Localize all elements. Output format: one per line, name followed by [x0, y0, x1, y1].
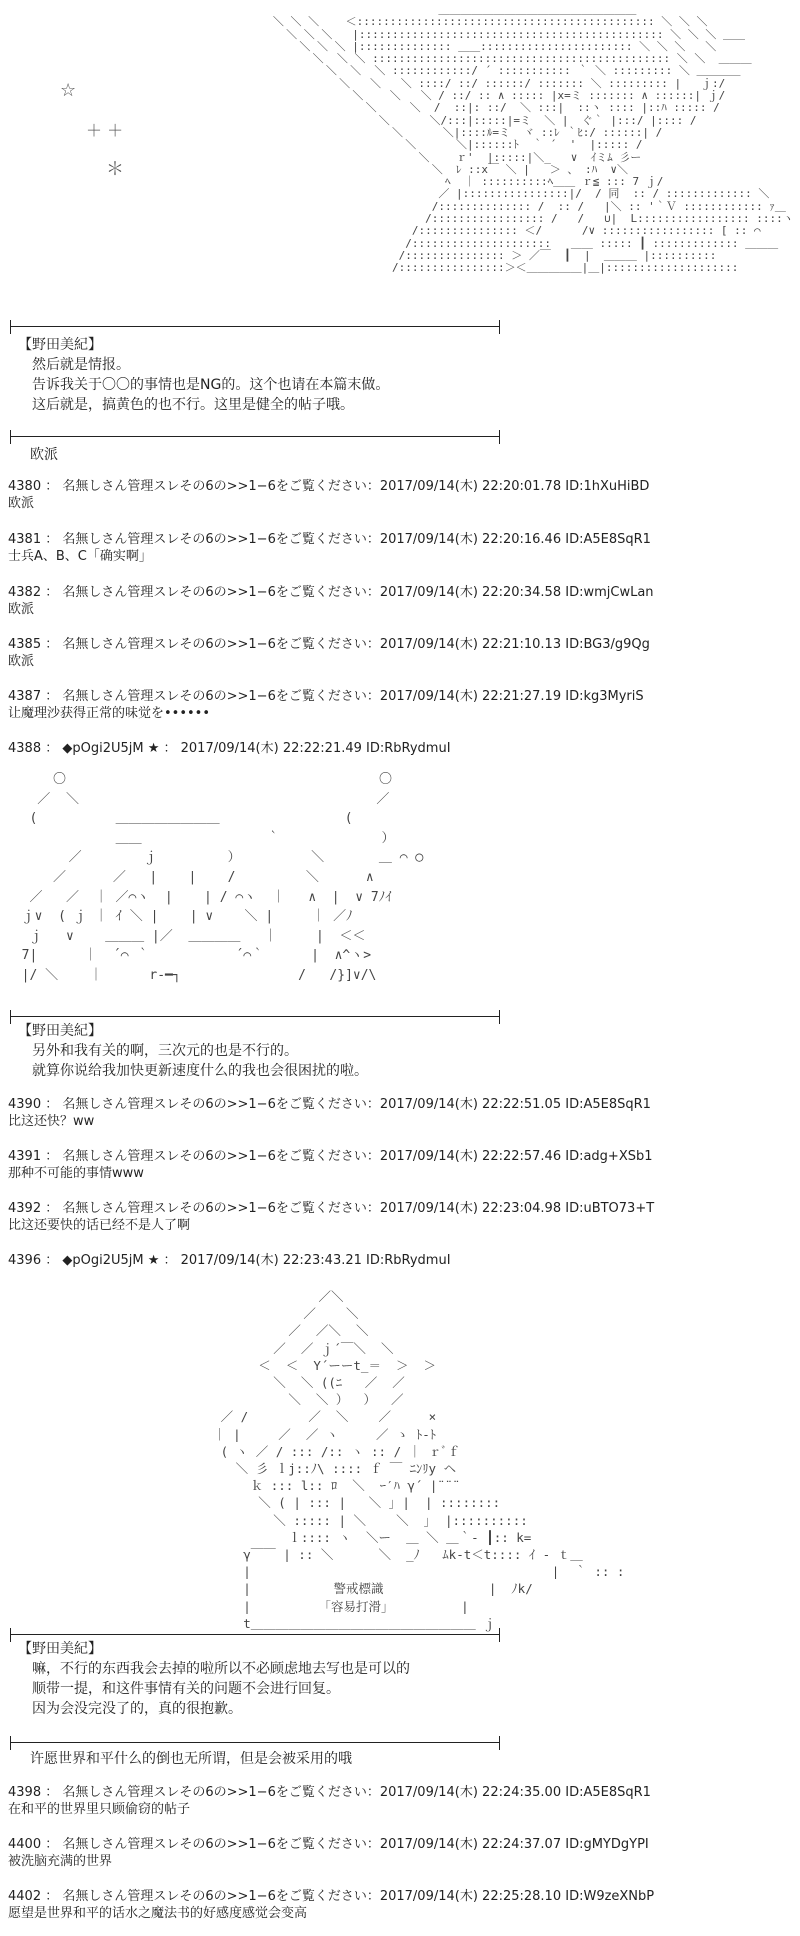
speaker-name: 【野田美紀】: [18, 1023, 102, 1039]
post-message: 那种不可能的事情www: [8, 1166, 144, 1181]
post-header: 4398 ： 名無しさん管理スレその6の>>1−6をご覧ください：2017/09/14(木) 22:24:35.00 ID:A5E8SqR1: [8, 1785, 651, 1800]
post: [8, 1836, 649, 1870]
post-message: 比这还要快的话已经不是人了啊: [8, 1218, 191, 1233]
star-decoration: ☆: [60, 80, 77, 101]
post-message: 比这还快？ww: [8, 1114, 95, 1129]
post-header: 4392 ： 名無しさん管理スレその6の>>1−6をご覧ください：2017/09/14(木) 22:23:04.98 ID:uBTO73+T: [8, 1201, 655, 1216]
dialog-line: 嘛，不行的东西我会去掉的啦所以不必顾虑地去写也是可以的: [32, 1661, 410, 1677]
post: [8, 1096, 651, 1130]
asterisk-decoration: ＊: [106, 159, 124, 180]
post-message: 愿望是世界和平的话水之魔法书的好感度感觉会变高: [8, 1906, 308, 1921]
post-header: 4402 ： 名無しさん管理スレその6の>>1−6をご覧ください：2017/09/14(木) 22:25:28.10 ID:W9zeXNbP: [8, 1889, 655, 1904]
dialog-line: 告诉我关于〇〇的事情也是NG的。这个也请在本篇末做。: [32, 377, 390, 393]
post: [8, 636, 650, 670]
post-message: 欧派: [8, 496, 35, 511]
post: [8, 1200, 654, 1234]
post-header: 4387 ： 名無しさん管理スレその6の>>1−6をご覧ください：2017/09/14(木) 22:21:27.19 ID:kg3MyriS: [8, 689, 644, 704]
divider: [10, 320, 500, 334]
post: [8, 688, 644, 722]
post: [8, 478, 649, 512]
dialog-line: 这后就是，搞黄色的也不行。这里是健全的帖子哦。: [32, 397, 354, 413]
post-header: 4382 ： 名無しさん管理スレその6の>>1−6をご覧ください：2017/09/14(木) 22:20:34.58 ID:wmjCwLan: [8, 585, 654, 600]
post-header: 4381 ： 名無しさん管理スレその6の>>1−6をご覧ください：2017/09/14(木) 22:20:16.46 ID:A5E8SqR1: [8, 532, 651, 547]
post: [8, 1888, 654, 1922]
post-message: 欧派: [8, 654, 35, 669]
post: [8, 1148, 653, 1182]
dialog-line: 因为会没完没了的，真的很抱歉。: [32, 1701, 242, 1717]
plus-decoration: ＋ ＋: [86, 121, 124, 140]
post: [8, 584, 654, 618]
speaker-name: 【野田美紀】: [18, 337, 102, 353]
speaker-name: 【野田美紀】: [18, 1641, 102, 1657]
dialog-line: 另外和我有关的啊，三次元的也是不行的。: [32, 1043, 298, 1059]
post-header: 4385 ： 名無しさん管理スレその6の>>1−6をご覧ください：2017/09/14(木) 22:21:10.13 ID:BG3/g9Qg: [8, 637, 650, 652]
post-header: 4391 ： 名無しさん管理スレその6の>>1−6をご覧ください：2017/09/14(木) 22:22:57.46 ID:adg+XSb1: [8, 1149, 653, 1164]
dialog-line: 顺带一提，和这件事情有关的问题不会进行回复。: [32, 1681, 340, 1697]
ascii-art-girl-bun: 〇 〇 ／ ＼ ／ ( ＿＿＿＿＿＿＿＿ ( ＿＿ ｀ ） ／ ｊ ） ＼ ＿ ⌒ ◯ ／ ／ | | / ＼ ∧ ／ ／ ｜ ／⌒ヽ | | / ⌒ヽ ｜ ∧ | ∨ 7ﾉｲ ｊ∨ ( ｊ ｜ ｲ ＼ | | ∨ ＼ | ｜ ／ﾉ ｊ ∨ ＿＿＿ |／ ＿＿＿＿ ｜ | ＜＜ 7| ｜ ´⌒ ｀ ´⌒｀ | ∧^ヽ> |/ ＼ ｜ r‐━┐ / /}]∨/\: [21, 772, 424, 983]
post-message: 在和平的世界里只顾偷窃的帖子: [8, 1802, 191, 1817]
post-message: 士兵A、B、C「确实啊」: [8, 549, 152, 564]
ascii-art-girl-top: ＿＿＿＿＿＿＿＿＿＿＿＿＿＿＿＿＿＿ ＼ ＼ ＼ ＜::::::::::::::::::::::::::::::::::::::::::::: ＼ ＼ ＼ ＼ ＼ ＼ |:::::::::::::::::::::::::::::::::::::::::::::: ＼ ＼ ＼ ＿＿ ＼ ＼ ＼ |:::::::::::::: ＿＿::::::::::::::::::::::: ＼ ＼ ＼ ＼ ＼ ＼ ＼ ::::::::::::::::::::::::::::::::::::::::::::: ＼ ＼ ＿＿＿ ＼ ＼ ＼ ::::::::::::/ ´ ::::::::::: ｀ ＼ ::::::::: ＼ ＿＿＿＿ ＼ ＼ ＼ ::::/ ::/ ::::::/ ::::::: ＼ ::::::::: | ｊ:/ ＼ ＼ ＼ / ::/ :: ∧ ::::: |x=ミ ::::::: ∧ ::::::| ｊ/ ＼ ＼ / ::|: ::/ ＼ :::| ::ヽ :::: |::ﾊ ::::: / ＼ ＼/:::|:::::|=ミ ＼ | ぐ｀ |:::/ |:::: / ＼ ＼|::::ﾙ=ミ ヾ ::ﾚ ｀ﾋ:/ ::::::| / ＼ ＼|::::::ﾄ ｀ ´ ' |::::: / ＼ ｒ' |:::::|＼_ ∨ ｲミﾑ 彡ー ＼ ﾚ ::x￣ ＼ | ＞ 、 :ﾊ ∨＼ ﾍ ｜ ::::::::::ﾍ＿＿ ｒ≦ ::: 7 ｊ/ ／ |::::::::::::::::|/ / 同 :: / ::::::::::::: ＼ /:::::::::::::: / :: / |＼ :: '｀Ｖ :::::::::::: ｧ＿ /::::::::::::::::: / / ∪| L::::::::::::::::: ::::ヽ /::::::::::::::: ＜/ /∨ ::::::::::::::::: [ :: ⌒ /::::::::::::::::::::: ＿＿ ::::: ┃ ::::::::::::: ＿＿＿ /::::::::::::::: ＞ ／￣ ┃ | ＿＿＿ |:::::::::: /::::::::::::::::＞＜＿＿＿＿＿|＿|::::::::::::::::::::: [272, 3, 794, 275]
post: [8, 531, 651, 565]
divider: [10, 1736, 500, 1750]
post-header: 4380 ： 名無しさん管理スレその6の>>1−6をご覧ください：2017/09/14(木) 22:20:01.78 ID:1hXuHiBD: [8, 479, 650, 494]
post-header: 4400 ： 名無しさん管理スレその6の>>1−6をご覧ください：2017/09/14(木) 22:24:37.07 ID:gMYDgYPI: [8, 1837, 649, 1852]
post: [8, 1784, 651, 1818]
op-post-header: 4396 ： ◆pOgi2U5jM ★ ： 2017/09/14(木) 22:23:43.21 ID:RbRydmuI: [8, 1253, 451, 1268]
dialog-line: 就算你说给我加快更新速度什么的我也会很困扰的啦。: [32, 1063, 368, 1079]
post-message: 被洗脑充满的世界: [8, 1854, 113, 1869]
post-header: 4390 ： 名無しさん管理スレその6の>>1−6をご覧ください：2017/09/14(木) 22:22:51.05 ID:A5E8SqR1: [8, 1097, 651, 1112]
post-message: 让魔理沙获得正常的味觉を••••••: [8, 706, 211, 721]
narration: 欧派: [30, 447, 58, 463]
dialog-line: 然后就是情报。: [32, 357, 130, 373]
ascii-art-warning-sign: ／＼ ／ ＼ ／ ／＼ ＼ ／ ／ ｊ´￣＼ ＼ ＜ ＜ Y´ーーt_＝ ＞ ＞ ＼ ＼ ((ﾆ ／ ／ ＼ ＼ ） ） ／ ／ / ／ ＼ ／ × ｜ | ／ ／ ヽ ／ ゝ ﾄ-ﾄ ( ヽ ／ / ::: /:: ヽ :: / ｜ ｒﾞｆ ＼ 彡 ｌj::ﾉ\ :::: ｆ ￣ ﾆﾝﾘy ヘ ｋ ::: l:: ﾛ ＼ ｰ′ﾊ γ´ |¨¨¨ ＼ ( | ::: | ＼ ｣ | | :::::::: ＼ ::::: | ＼ ＼ ｣ |:::::::::: ｌ:::: ヽ ＼ー ＿ ＼ ＿｀‐ ┃:: k= γ￣￣ | :: ＼ ＼ _ﾉ ﾑk‐t＜t:::: ｲ ‐ ｔ＿ | | ｀ :: : | 警戒標識 | ﾉk/ | 「容易打滑」 | t＿＿＿＿＿＿＿＿＿＿＿＿＿＿＿＿＿＿ ｊ: [213, 1289, 625, 1631]
post-message: 欧派: [8, 602, 35, 617]
narration: 许愿世界和平什么的倒也无所谓，但是会被采用的哦: [30, 1751, 352, 1767]
op-post-header: 4388 ： ◆pOgi2U5jM ★ ： 2017/09/14(木) 22:22:21.49 ID:RbRydmuI: [8, 741, 451, 756]
divider: [10, 430, 500, 444]
